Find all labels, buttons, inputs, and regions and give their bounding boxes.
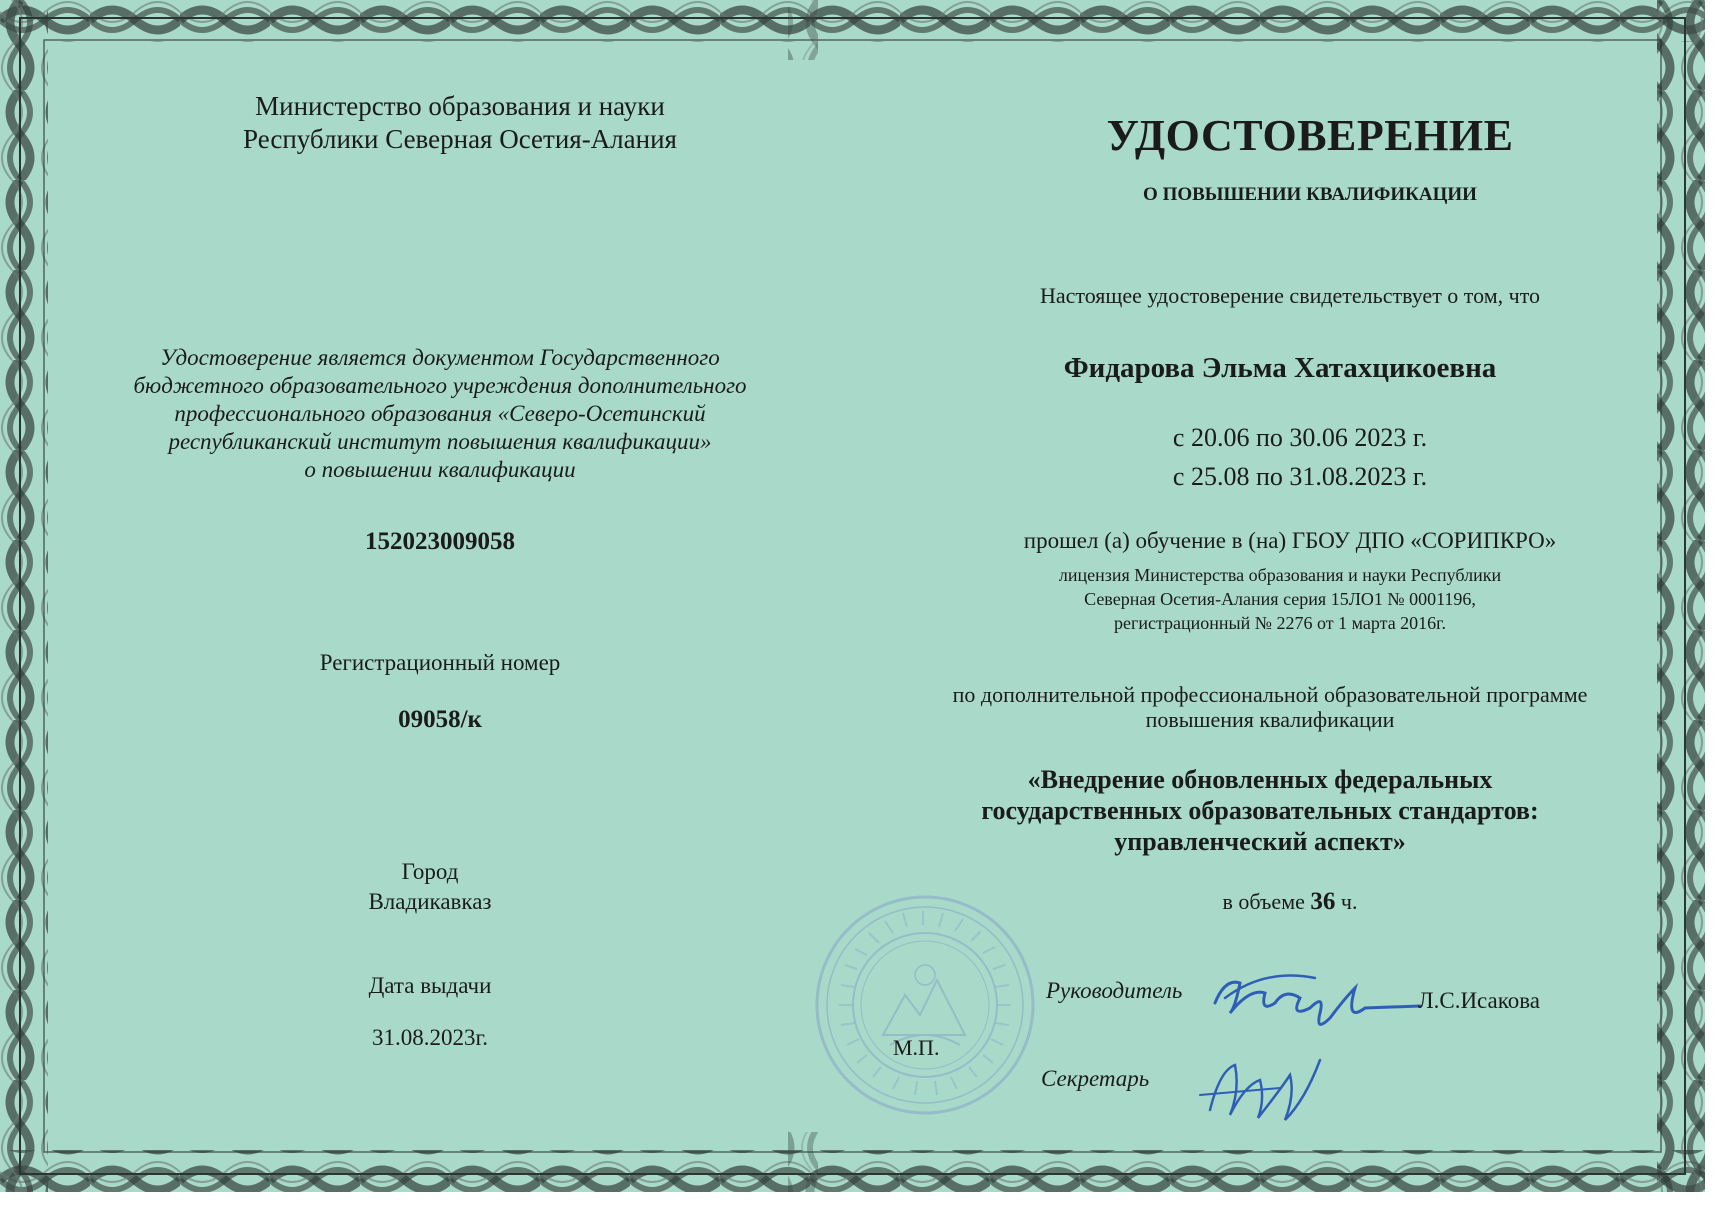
statement-line: Удостоверение является документом Государственного	[160, 345, 720, 370]
city-block	[240, 857, 620, 917]
program-title	[890, 764, 1630, 857]
city-label: Город	[401, 859, 459, 884]
border-right	[1657, 0, 1705, 1192]
statement-line: республиканский институт повышения квалификации»	[168, 429, 712, 454]
city-value: Владикавказ	[368, 889, 492, 914]
director-signature	[1205, 958, 1425, 1040]
secretary-signature	[1190, 1040, 1350, 1130]
director-name: Л.С.Исакова	[1418, 988, 1541, 1013]
statement-line: бюджетного образовательного учреждения дополнительного	[133, 373, 747, 398]
document-title: УДОСТОВЕРЕНИЕ	[1106, 111, 1514, 160]
certificate-statement	[80, 344, 800, 484]
license-line: Северная Осетия-Алания серия 15ЛО1 № 0001196,	[1084, 589, 1476, 609]
person-name: Фидарова Эльма Хатахцикоевна	[1063, 352, 1497, 384]
training-line: прошел (а) обучение в (на) ГБОУ ДПО «СОРИПКРО»	[1023, 528, 1557, 553]
secretary-label: Секретарь	[1041, 1066, 1150, 1091]
program-line: по дополнительной профессиональной образовательной программе	[952, 682, 1588, 707]
program-title-line: государственных образовательных стандартов:	[981, 796, 1539, 825]
document-subtitle: О ПОВЫШЕНИИ КВАЛИФИКАЦИИ	[1143, 184, 1477, 205]
fold-ornament-bottom	[788, 1132, 818, 1192]
program-line: повышения квалификации	[1145, 707, 1395, 732]
volume-prefix: в объеме	[1222, 889, 1305, 914]
issue-date: 31.08.2023г.	[371, 1025, 489, 1050]
border-left	[0, 0, 48, 1192]
program-description	[870, 682, 1670, 732]
certificate-number: 152023009058	[365, 528, 515, 555]
reg-number-label: Регистрационный номер	[319, 650, 561, 675]
period-line: с 25.08 по 31.08.2023 г.	[1172, 462, 1428, 491]
director-label: Руководитель	[1046, 978, 1183, 1003]
license-line: регистрационный № 2276 от 1 марта 2016г.	[1113, 613, 1447, 633]
ministry-heading	[140, 90, 780, 156]
volume-unit: ч.	[1340, 889, 1358, 914]
seal-place: М.П.	[893, 1035, 940, 1060]
ministry-line-1: Министерство образования и науки	[255, 91, 665, 121]
statement-line: профессионального образования «Северо-Осетинский	[174, 401, 706, 426]
license-line: лицензия Министерства образования и науки Республики	[1058, 565, 1502, 585]
border-top	[0, 0, 1705, 42]
volume-hours: 36	[1310, 888, 1336, 915]
license-block	[920, 563, 1640, 635]
issue-date-label: Дата выдачи	[368, 973, 492, 998]
reg-number: 09058/к	[398, 706, 482, 733]
official-seal	[805, 885, 1045, 1125]
program-title-line: управленческий аспект»	[1114, 827, 1406, 856]
fold-ornament-top	[788, 0, 818, 60]
ministry-line-2: Республики Северная Осетия-Алания	[243, 124, 677, 154]
program-title-line: «Внедрение обновленных федеральных	[1027, 765, 1493, 794]
volume-line	[1100, 888, 1480, 916]
statement-line: о повышении квалификации	[304, 457, 576, 482]
training-periods	[1000, 418, 1600, 496]
border-bottom	[0, 1150, 1705, 1192]
intro-text: Настоящее удостоверение свидетельствует о том, что	[1039, 283, 1541, 308]
period-line: с 20.06 по 30.06 2023 г.	[1172, 423, 1428, 452]
